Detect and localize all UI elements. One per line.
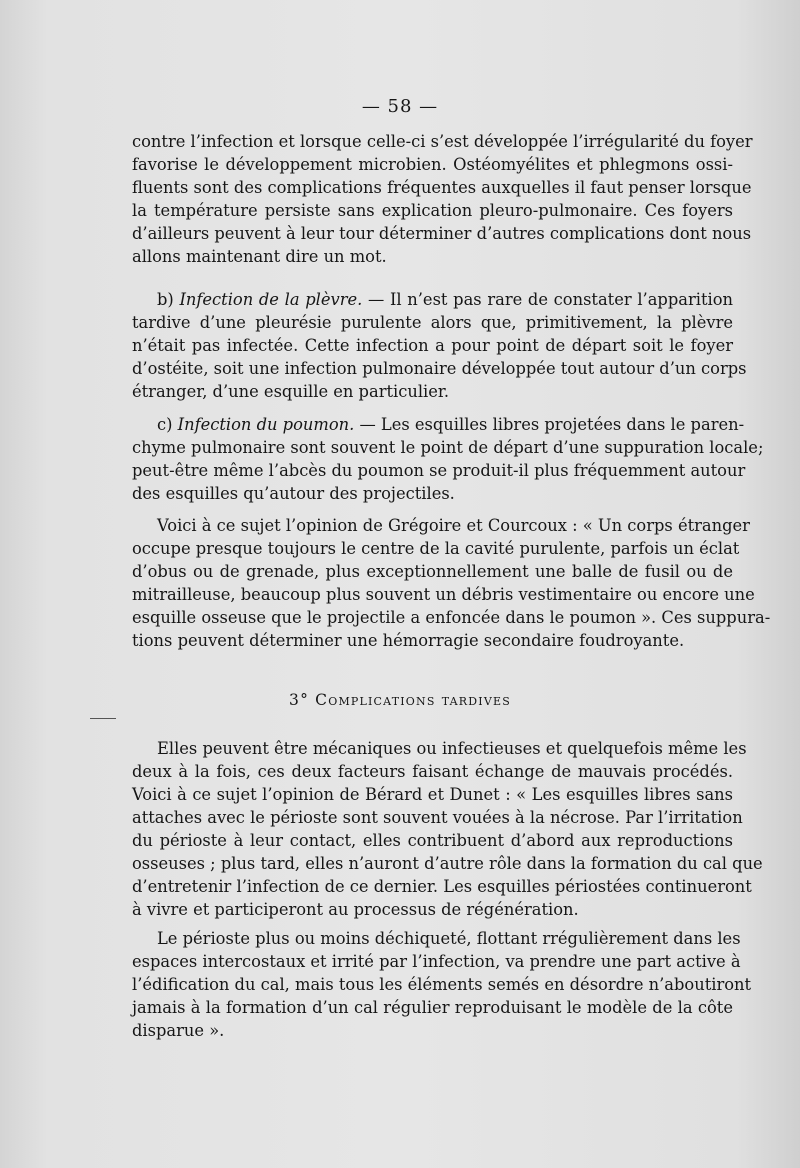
- text-line: jamais à la formation d’un cal régulier reproduisant le modèle de la côte: [132, 998, 733, 1017]
- page-number: — 58 —: [361, 96, 439, 117]
- text-line: deux à la fois, ces deux facteurs faisant échange de mauvais procédés.: [132, 762, 733, 781]
- section-b-title: Infection de la plèvre.: [179, 290, 363, 309]
- section-heading: 3° Complications tardives: [289, 691, 511, 709]
- text-line: attaches avec le périoste sont souvent vouées à la nécrose. Par l’irritation: [132, 808, 743, 827]
- text-line: fluents sont des complications fréquentes auxquelles il faut penser lorsque: [132, 178, 752, 197]
- text-line: Voici à ce sujet l’opinion de Grégoire et Courcoux : « Un corps étranger: [157, 516, 750, 535]
- text-line: mitrailleuse, beaucoup plus souvent un débris vestimentaire ou encore une: [132, 585, 755, 604]
- text-line: étranger, d’une esquille en particulier.: [132, 382, 450, 401]
- paragraph-complications: [132, 737, 763, 921]
- text-line: chyme pulmonaire sont souvent le point de départ d’une suppuration locale;: [132, 438, 764, 457]
- text-line: favorise le développement microbien. Ostéomyélites et phlegmons ossi-: [132, 155, 733, 174]
- section-c-label: c): [157, 415, 173, 434]
- text-line: esquille osseuse que le projectile a enfoncée dans le poumon ». Ces suppura-: [132, 608, 771, 627]
- text-line: tardive d’une pleurésie purulente alors que, primitivement, la plèvre: [132, 313, 733, 332]
- text-line: n’était pas infectée. Cette infection a pour point de départ soit le foyer: [132, 336, 733, 355]
- text-line: d’entretenir l’infection de ce dernier. Les esquilles périostées continueront: [132, 877, 752, 896]
- text-line: d’ailleurs peuvent à leur tour déterminer d’autres complications dont nous: [132, 224, 752, 243]
- text-line: l’édification du cal, mais tous les éléments semés en désordre n’aboutiront: [132, 975, 752, 994]
- text-line: du périoste à leur contact, elles contribuent d’abord aux reproductions: [132, 831, 733, 850]
- text-line: allons maintenant dire un mot.: [132, 247, 387, 266]
- paragraph-infection-plevre: [132, 288, 747, 403]
- text-line: tions peuvent déterminer une hémorragie secondaire foudroyante.: [132, 631, 685, 650]
- text-line: osseuses ; plus tard, elles n’auront d’autre rôle dans la formation du cal que: [132, 854, 763, 873]
- section-b-label: b): [157, 290, 174, 309]
- paragraph-foyer: [132, 130, 753, 268]
- text-line: peut-être même l’abcès du poumon se produit-il plus fréquemment autour: [132, 461, 746, 480]
- text-line: d’ostéite, soit une infection pulmonaire développée tout autour d’un corps: [132, 359, 747, 378]
- paragraph-perioste: [132, 927, 752, 1042]
- text-line: à vivre et participeront au processus de régénération.: [132, 900, 579, 919]
- text-line: la température persiste sans explication pleuro-pulmonaire. Ces foyers: [132, 201, 733, 220]
- text-line: des esquilles qu’autour des projectiles.: [132, 484, 455, 503]
- section-b-first-line: [132, 288, 733, 311]
- paragraph-gregoire-courcoux: [132, 514, 771, 652]
- text-line: Elles peuvent être mécaniques ou infectieuses et quelquefois même les: [157, 739, 747, 758]
- paragraph-infection-poumon: [132, 413, 764, 505]
- text-line: occupe presque toujours le centre de la cavité purulente, parfois un éclat: [132, 539, 740, 558]
- section-c-title: Infection du poumon.: [177, 415, 355, 434]
- section-b-first-rest: — Il n’est pas rare de constater l’apparition: [362, 290, 733, 309]
- margin-mark: [90, 718, 116, 719]
- text-line: Le périoste plus ou moins déchiqueté, flottant rrégulièrement dans les: [157, 929, 741, 948]
- text-line: contre l’infection et lorsque celle-ci s’est développée l’irrégularité du foyer: [132, 132, 753, 151]
- text-line: Voici à ce sujet l’opinion de Bérard et Dunet : « Les esquilles libres sans: [132, 785, 733, 804]
- text-line: d’obus ou de grenade, plus exceptionnellement une balle de fusil ou de: [132, 562, 733, 581]
- section-c-first-line: [132, 413, 745, 436]
- text-line: disparue ».: [132, 1021, 225, 1040]
- section-c-first-rest: — Les esquilles libres projetées dans le paren-: [354, 415, 745, 434]
- text-line: espaces intercostaux et irrité par l’infection, va prendre une part active à: [132, 952, 741, 971]
